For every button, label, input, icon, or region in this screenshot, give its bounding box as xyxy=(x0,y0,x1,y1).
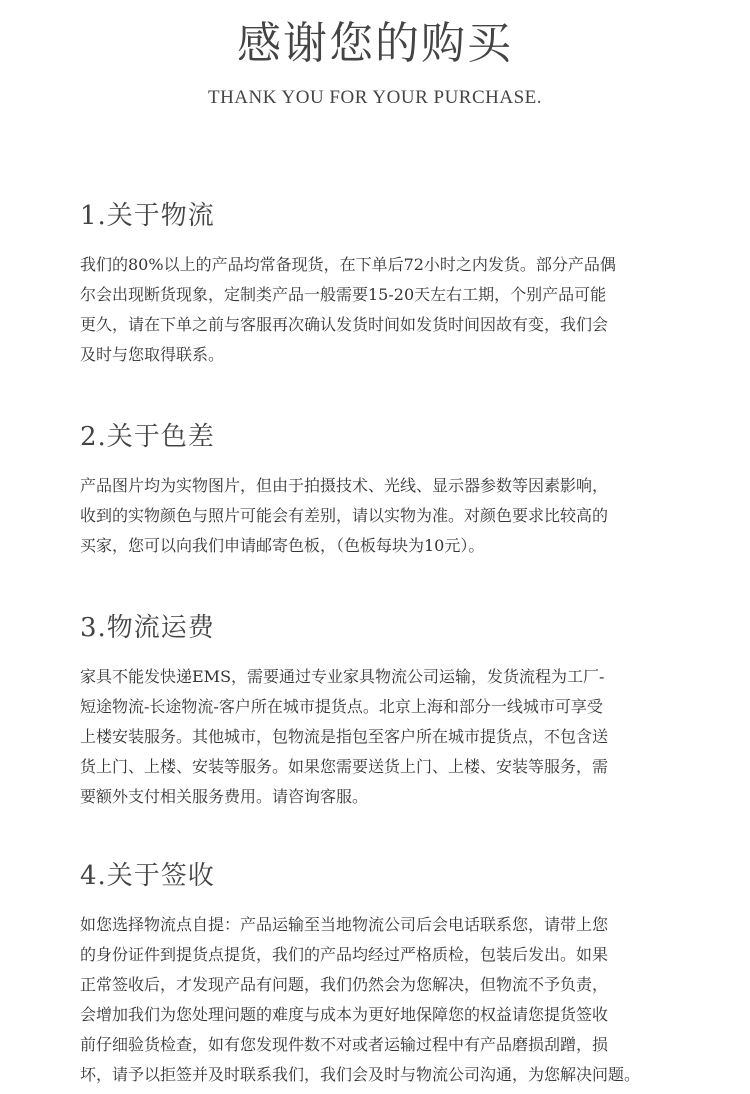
paragraph-line: 货上门、上楼、安装等服务。如果您需要送货上门、上楼、安装等服务，需 xyxy=(80,757,609,776)
section-body-color-difference xyxy=(80,471,680,561)
paragraph-line: 尔会出现断货现象，定制类产品一般需要15-20天左右工期，个别产品可能 xyxy=(80,285,607,304)
paragraph-line: 正常签收后，才发现产品有问题，我们仍然会为您解决，但物流不予负责， xyxy=(80,975,609,994)
paragraph-line: 如您选择物流点自提：产品运输至当地物流公司后会电话联系您，请带上您 xyxy=(80,915,609,934)
paragraph-line: 会增加我们为您处理问题的难度与成本为更好地保障您的权益请您提货签收 xyxy=(80,1005,609,1024)
paragraph-line: 要额外支付相关服务费用。请咨询客服。 xyxy=(80,787,369,806)
paragraph-line: 产品图片均为实物图片，但由于拍摄技术、光线、显示器参数等因素影响， xyxy=(80,476,609,495)
section-title-receipt: 4.关于签收 xyxy=(80,861,215,891)
section-body-logistics xyxy=(80,250,680,370)
paragraph-line: 更久，请在下单之前与客服再次确认发货时间如发货时间因故有变，我们会 xyxy=(80,315,609,334)
page-title: 感谢您的购买 xyxy=(237,18,513,69)
paragraph-line: 上楼安装服务。其他城市，包物流是指包至客户所在城市提货点，不包含送 xyxy=(80,727,609,746)
section-title-shipping-fee: 3.物流运费 xyxy=(80,613,215,643)
paragraph-line: 坏，请予以拒签并及时联系我们，我们会及时与物流公司沟通，为您解决问题。 xyxy=(80,1065,641,1084)
section-body-shipping-fee xyxy=(80,662,680,812)
paragraph-line: 及时与您取得联系。 xyxy=(80,345,225,364)
section-title-color-difference: 2.关于色差 xyxy=(80,422,215,452)
paragraph-line: 买家，您可以向我们申请邮寄色板，（色板每块为10元）。 xyxy=(80,536,485,555)
paragraph-line: 短途物流-长途物流-客户所在城市提货点。北京上海和部分一线城市可享受 xyxy=(80,697,603,716)
paragraph-line: 家具不能发快递EMS，需要通过专业家具物流公司运输，发货流程为工厂- xyxy=(80,667,605,686)
paragraph-line: 收到的实物颜色与照片可能会有差别，请以实物为准。对颜色要求比较高的 xyxy=(80,506,609,525)
paragraph-line: 我们的80%以上的产品均常备现货，在下单后72小时之内发货。部分产品偶 xyxy=(80,255,616,274)
section-title-logistics: 1.关于物流 xyxy=(80,201,215,231)
section-body-receipt xyxy=(80,910,680,1090)
page-subtitle: THANK YOU FOR YOUR PURCHASE. xyxy=(207,87,543,108)
paragraph-line: 前仔细验货检查，如有您发现件数不对或者运输过程中有产品磨损刮蹭，损 xyxy=(80,1035,609,1054)
paragraph-line: 的身份证件到提货点提货，我们的产品均经过严格质检，包装后发出。如果 xyxy=(80,945,609,964)
